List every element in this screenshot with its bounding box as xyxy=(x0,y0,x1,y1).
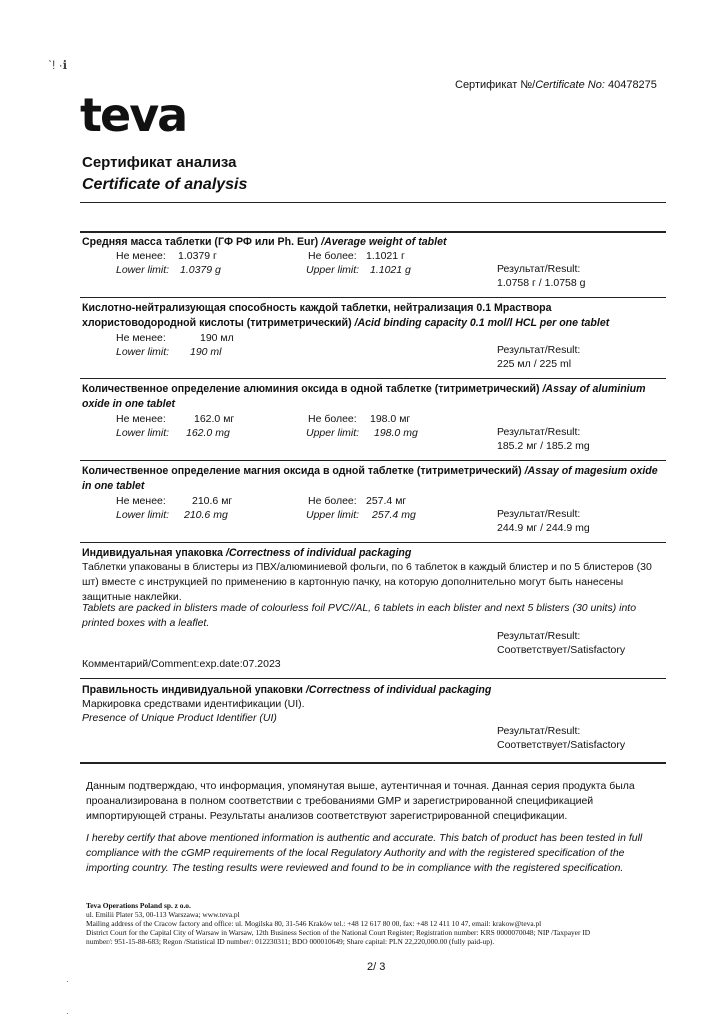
result-label: Результат/Result: xyxy=(497,725,581,737)
max-value-en: 257.4 mg xyxy=(372,509,416,521)
result-label: Результат/Result: xyxy=(497,344,581,356)
packaging2-title: Правильность индивидуальной упаковки /Correctness of individual packaging xyxy=(82,684,492,696)
divider xyxy=(80,542,666,543)
teva-logo: teva xyxy=(80,88,187,142)
min-label-en: Lower limit: xyxy=(116,509,170,521)
min-label-en: Lower limit: xyxy=(116,264,170,276)
max-label-en: Upper limit: xyxy=(306,427,360,439)
packaging-title: Индивидуальная упаковка /Correctness of individual packaging xyxy=(82,547,412,559)
min-value-en: 190 ml xyxy=(190,346,222,358)
comment: Комментарий/Comment:exp.date:07.2023 xyxy=(82,658,281,670)
max-label-en: Upper limit: xyxy=(306,264,360,276)
title-en: Certificate of analysis xyxy=(82,176,248,193)
divider xyxy=(80,231,666,233)
footer-line: ul. Emilii Plater 53, 00-113 Warszawa; www.teva.pl xyxy=(86,910,240,919)
divider xyxy=(80,460,666,461)
min-value: 1.0379 г xyxy=(178,250,217,262)
test-title: Кислотно-нейтрализующая способность каждой таблетки, нейтрализация 0.1 Мраствора хлористоводородной кислоты (титриметрический) /Acid binding capacity 0.1 mol/l HCL per one tablet xyxy=(82,302,610,329)
max-value: 198.0 мг xyxy=(370,413,411,425)
max-label: Не более: xyxy=(308,250,357,262)
test-title: Средняя масса таблетки (ГФ РФ или Ph. Eur) /Average weight of tablet xyxy=(82,236,447,248)
min-value-en: 162.0 mg xyxy=(186,427,230,439)
footer-line: number/: 951-15-88-683; Regon /Statistical ID number/: 012230311; BDO 000010649; Share capital: PLN 22,220,000.00 (fully paid-up). xyxy=(86,937,495,946)
title-ru: Сертификат анализа xyxy=(82,154,237,171)
divider xyxy=(80,678,666,679)
max-value: 1.1021 г xyxy=(366,250,405,262)
packaging-body-ru: Таблетки упакованы в блистеры из ПВХ/алюминиевой фольги, по 6 таблеток в каждый блистер и по 5 блистеров (30 шт) вместе с инструкцией по применению в картонную пачку, на которую дополнительно могут быть нанесены защитные наклейки. xyxy=(82,561,652,603)
footer-line: District Court for the Capital City of Warsaw in Warsaw, 12th Business Section of the National Court Register; Registration number: KRS 0000070048; NIP /Taxpayer ID xyxy=(86,928,591,937)
min-label: Не менее: xyxy=(116,332,166,344)
packaging-body-en: Tablets are packed in blisters made of colourless foil PVC//AL, 6 tablets in each blister and next 5 blisters (30 units) into printed boxes with a leaflet. xyxy=(82,602,637,629)
divider xyxy=(80,202,666,203)
test-title: Количественное определение магния оксида в одной таблетке (титриметрический) /Assay of magesium oxide in one tablet xyxy=(82,465,658,492)
max-label: Не более: xyxy=(308,495,357,507)
max-value: 257.4 мг xyxy=(366,495,407,507)
max-label-en: Upper limit: xyxy=(306,509,360,521)
result-value: Соответствует/Satisfactory xyxy=(497,644,626,656)
result-value: 225 мл / 225 ml xyxy=(497,358,572,370)
min-label: Не менее: xyxy=(116,250,166,262)
certificate-number: Сертификат №/Certificate No: 40478275 xyxy=(455,79,657,91)
max-value-en: 198.0 mg xyxy=(374,427,418,439)
divider xyxy=(80,378,666,379)
result-label: Результат/Result: xyxy=(497,426,581,438)
result-label: Результат/Result: xyxy=(497,630,581,642)
divider xyxy=(80,297,666,298)
certification-en: I hereby certify that above mentioned information is authentic and accurate. This batch of product has been tested in full compliance with the cGMP requirements of the local Regulatory Authority and with the registered specification of the importing country. The testing results were reviewed and found to be in compliance with the registered specification. xyxy=(86,832,643,874)
certification-ru: Данным подтверждаю, что информация, упомянутая выше, аутентичная и точная. Данная серия продукта была проанализирована в полном соответствии с требованиями GMP и зарегистрированной спецификацией импортирующей страны. Результаты анализов соответствуют зарегистрированной спецификации. xyxy=(86,780,635,822)
min-label: Не менее: xyxy=(116,413,166,425)
footer-line: Mailing address of the Cracow factory and office: ul. Mogilska 80, 31-546 Kraków tel.: +48 12 617 80 00, fax: +48 12 411 10 47, email: krakow@teva.pl xyxy=(86,919,542,928)
min-value-en: 1.0379 g xyxy=(180,264,221,276)
min-value: 210.6 мг xyxy=(192,495,233,507)
max-label: Не более: xyxy=(308,413,357,425)
min-label-en: Lower limit: xyxy=(116,427,170,439)
packaging2-body-ru: Маркировка средствами идентификации (UI). xyxy=(82,698,305,710)
result-value: 244.9 мг / 244.9 mg xyxy=(497,522,590,534)
result-label: Результат/Result: xyxy=(497,263,581,275)
page-number: 2/ 3 xyxy=(367,961,386,973)
packaging2-body-en: Presence of Unique Product Identifier (UI) xyxy=(82,712,277,724)
scan-mark: · xyxy=(66,1009,69,1018)
min-label-en: Lower limit: xyxy=(116,346,170,358)
scan-marks: ˋ! ·ℹ xyxy=(48,58,68,72)
min-label: Не менее: xyxy=(116,495,166,507)
min-value-en: 210.6 mg xyxy=(184,509,228,521)
test-title: Количественное определение алюминия оксида в одной таблетке (титриметрический) /Assay of aluminium oxide in one tablet xyxy=(82,383,646,410)
scan-mark: · xyxy=(66,977,69,986)
footer-company: Teva Operations Poland sp. z o.o. xyxy=(86,901,191,910)
result-value: 1.0758 г / 1.0758 g xyxy=(497,277,586,289)
result-value: 185.2 мг / 185.2 mg xyxy=(497,440,590,452)
min-value: 190 мл xyxy=(200,332,234,344)
result-label: Результат/Result: xyxy=(497,508,581,520)
result-value: Соответствует/Satisfactory xyxy=(497,739,626,751)
divider xyxy=(80,762,666,764)
min-value: 162.0 мг xyxy=(194,413,235,425)
max-value-en: 1.1021 g xyxy=(370,264,411,276)
